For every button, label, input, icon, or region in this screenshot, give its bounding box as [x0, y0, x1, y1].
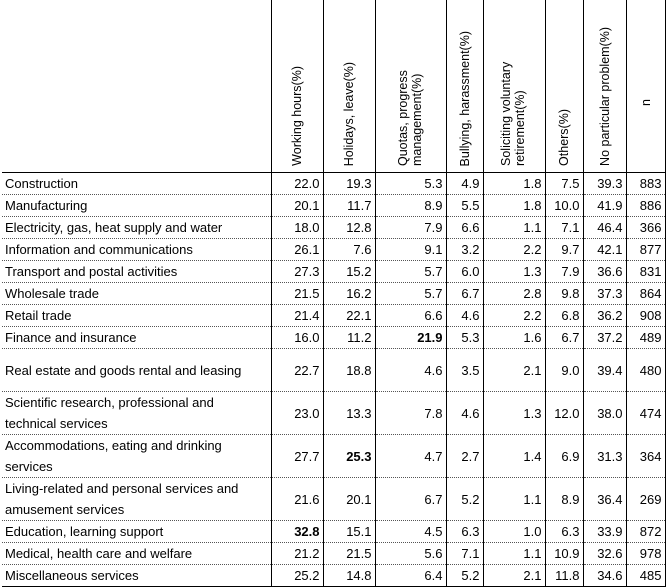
table-row — [2, 521, 665, 543]
industry-cell: Construction — [2, 173, 271, 195]
sample-size-cell: 864 — [626, 283, 665, 305]
percent-cell: 5.2 — [446, 478, 483, 521]
percent-cell: 3.2 — [446, 239, 483, 261]
percent-cell: 7.9 — [375, 217, 446, 239]
sample-size-cell: 485 — [626, 565, 665, 587]
industry-cell: Electricity, gas, heat supply and water — [2, 217, 271, 239]
percent-cell: 6.7 — [375, 478, 446, 521]
column-header-label: Quotas, progress management(%) — [395, 70, 424, 166]
percent-cell: 25.2 — [271, 565, 323, 587]
percent-cell: 26.1 — [271, 239, 323, 261]
percent-cell: 16.0 — [271, 327, 323, 349]
percent-cell: 2.1 — [483, 349, 545, 392]
percent-cell: 21.5 — [323, 543, 375, 565]
percent-cell: 2.7 — [446, 435, 483, 478]
column-header — [375, 0, 446, 173]
table-row — [2, 261, 665, 283]
percent-cell: 6.4 — [375, 565, 446, 587]
industry-cell: Real estate and goods rental and leasing — [2, 349, 271, 392]
percent-cell: 21.5 — [271, 283, 323, 305]
percent-cell: 6.7 — [545, 327, 583, 349]
percent-cell: 11.2 — [323, 327, 375, 349]
percent-cell: 6.7 — [446, 283, 483, 305]
sample-size-cell: 877 — [626, 239, 665, 261]
table-row — [2, 283, 665, 305]
percent-cell: 5.2 — [446, 565, 483, 587]
percent-cell: 4.6 — [446, 392, 483, 435]
percent-cell: 32.8 — [271, 521, 323, 543]
percent-cell: 21.6 — [271, 478, 323, 521]
percent-cell: 8.9 — [545, 478, 583, 521]
percent-cell: 20.1 — [271, 195, 323, 217]
percent-cell: 36.6 — [583, 261, 626, 283]
sample-size-cell: 489 — [626, 327, 665, 349]
percent-cell: 20.1 — [323, 478, 375, 521]
sample-size-cell: 269 — [626, 478, 665, 521]
column-header-label: Bullying, harassment(%) — [457, 30, 472, 166]
percent-cell: 14.8 — [323, 565, 375, 587]
percent-cell: 10.9 — [545, 543, 583, 565]
column-header-label: Others(%) — [557, 109, 571, 166]
percent-cell: 21.2 — [271, 543, 323, 565]
table-header — [2, 0, 665, 173]
percent-cell: 5.3 — [446, 327, 483, 349]
percent-cell: 16.2 — [323, 283, 375, 305]
table-row — [2, 195, 665, 217]
percent-cell: 7.6 — [323, 239, 375, 261]
percent-cell: 21.9 — [375, 327, 446, 349]
percent-cell: 42.1 — [583, 239, 626, 261]
percent-cell: 8.9 — [375, 195, 446, 217]
column-header — [271, 0, 323, 173]
industry-cell: Accommodations, eating and drinking services — [2, 435, 271, 478]
percent-cell: 9.0 — [545, 349, 583, 392]
percent-cell: 27.3 — [271, 261, 323, 283]
table-row — [2, 239, 665, 261]
table-row — [2, 435, 665, 478]
percent-cell: 18.0 — [271, 217, 323, 239]
percent-cell: 6.8 — [545, 305, 583, 327]
sample-size-cell: 872 — [626, 521, 665, 543]
percent-cell: 7.1 — [545, 217, 583, 239]
percent-cell: 34.6 — [583, 565, 626, 587]
percent-cell: 7.9 — [545, 261, 583, 283]
table-row — [2, 217, 665, 239]
percent-cell: 7.8 — [375, 392, 446, 435]
percent-cell: 15.1 — [323, 521, 375, 543]
percent-cell: 15.2 — [323, 261, 375, 283]
percent-cell: 36.4 — [583, 478, 626, 521]
percent-cell: 1.1 — [483, 217, 545, 239]
industry-cell: Finance and insurance — [2, 327, 271, 349]
percent-cell: 38.0 — [583, 392, 626, 435]
percent-cell: 21.4 — [271, 305, 323, 327]
column-header — [323, 0, 375, 173]
percent-cell: 4.9 — [446, 173, 483, 195]
table-row — [2, 543, 665, 565]
table-row — [2, 478, 665, 521]
percent-cell: 37.3 — [583, 283, 626, 305]
percent-cell: 4.6 — [375, 349, 446, 392]
column-header — [446, 0, 483, 173]
column-header — [626, 0, 665, 173]
percent-cell: 46.4 — [583, 217, 626, 239]
table-row — [2, 349, 665, 392]
percent-cell: 3.5 — [446, 349, 483, 392]
percent-cell: 2.1 — [483, 565, 545, 587]
percent-cell: 39.4 — [583, 349, 626, 392]
column-header — [583, 0, 626, 173]
percent-cell: 6.6 — [446, 217, 483, 239]
percent-cell: 1.8 — [483, 173, 545, 195]
percent-cell: 1.1 — [483, 543, 545, 565]
column-header — [483, 0, 545, 173]
percent-cell: 6.9 — [545, 435, 583, 478]
percent-cell: 37.2 — [583, 327, 626, 349]
percent-cell: 1.3 — [483, 392, 545, 435]
percent-cell: 32.6 — [583, 543, 626, 565]
percent-cell: 22.7 — [271, 349, 323, 392]
industry-problems-table — [2, 0, 666, 587]
industry-cell: Manufacturing — [2, 195, 271, 217]
percent-cell: 1.1 — [483, 478, 545, 521]
industry-cell: Wholesale trade — [2, 283, 271, 305]
corner-cell — [2, 0, 271, 173]
industry-cell: Medical, health care and welfare — [2, 543, 271, 565]
column-header-label: No particular problem(%) — [597, 27, 612, 166]
column-header — [545, 0, 583, 173]
percent-cell: 5.7 — [375, 283, 446, 305]
table-row — [2, 173, 665, 195]
percent-cell: 13.3 — [323, 392, 375, 435]
table-row — [2, 392, 665, 435]
percent-cell: 1.0 — [483, 521, 545, 543]
table-row — [2, 327, 665, 349]
industry-cell: Miscellaneous services — [2, 565, 271, 587]
percent-cell: 1.4 — [483, 435, 545, 478]
percent-cell: 36.2 — [583, 305, 626, 327]
percent-cell: 12.0 — [545, 392, 583, 435]
percent-cell: 5.5 — [446, 195, 483, 217]
sample-size-cell: 908 — [626, 305, 665, 327]
percent-cell: 1.6 — [483, 327, 545, 349]
industry-cell: Scientific research, professional and technical services — [2, 392, 271, 435]
percent-cell: 12.8 — [323, 217, 375, 239]
percent-cell: 2.2 — [483, 239, 545, 261]
table-row — [2, 565, 665, 587]
sample-size-cell: 978 — [626, 543, 665, 565]
percent-cell: 23.0 — [271, 392, 323, 435]
percent-cell: 11.8 — [545, 565, 583, 587]
percent-cell: 6.3 — [545, 521, 583, 543]
column-header-label: n — [638, 99, 653, 106]
percent-cell: 5.7 — [375, 261, 446, 283]
industry-cell: Living-related and personal services and amusement services — [2, 478, 271, 521]
percent-cell: 6.6 — [375, 305, 446, 327]
industry-cell: Transport and postal activities — [2, 261, 271, 283]
percent-cell: 2.8 — [483, 283, 545, 305]
percent-cell: 31.3 — [583, 435, 626, 478]
percent-cell: 33.9 — [583, 521, 626, 543]
column-header-label: Working hours(%) — [290, 66, 304, 166]
percent-cell: 9.7 — [545, 239, 583, 261]
column-header-label: Soliciting voluntary retirement(%) — [499, 61, 527, 166]
industry-cell: Education, learning support — [2, 521, 271, 543]
header-row — [2, 0, 665, 173]
percent-cell: 27.7 — [271, 435, 323, 478]
percent-cell: 4.7 — [375, 435, 446, 478]
percent-cell: 7.1 — [446, 543, 483, 565]
percent-cell: 22.0 — [271, 173, 323, 195]
percent-cell: 4.6 — [446, 305, 483, 327]
sample-size-cell: 886 — [626, 195, 665, 217]
percent-cell: 19.3 — [323, 173, 375, 195]
sample-size-cell: 831 — [626, 261, 665, 283]
percent-cell: 9.8 — [545, 283, 583, 305]
percent-cell: 6.0 — [446, 261, 483, 283]
percent-cell: 7.5 — [545, 173, 583, 195]
sample-size-cell: 474 — [626, 392, 665, 435]
percent-cell: 1.8 — [483, 195, 545, 217]
percent-cell: 10.0 — [545, 195, 583, 217]
percent-cell: 11.7 — [323, 195, 375, 217]
sample-size-cell: 364 — [626, 435, 665, 478]
industry-cell: Information and communications — [2, 239, 271, 261]
table-row — [2, 305, 665, 327]
percent-cell: 41.9 — [583, 195, 626, 217]
column-header-label: Holidays, leave(%) — [342, 61, 356, 166]
percent-cell: 1.3 — [483, 261, 545, 283]
percent-cell: 5.6 — [375, 543, 446, 565]
percent-cell: 22.1 — [323, 305, 375, 327]
percent-cell: 18.8 — [323, 349, 375, 392]
sample-size-cell: 480 — [626, 349, 665, 392]
table-body — [2, 173, 665, 587]
percent-cell: 2.2 — [483, 305, 545, 327]
sample-size-cell: 883 — [626, 173, 665, 195]
percent-cell: 5.3 — [375, 173, 446, 195]
percent-cell: 4.5 — [375, 521, 446, 543]
percent-cell: 9.1 — [375, 239, 446, 261]
industry-cell: Retail trade — [2, 305, 271, 327]
percent-cell: 39.3 — [583, 173, 626, 195]
percent-cell: 25.3 — [323, 435, 375, 478]
percent-cell: 6.3 — [446, 521, 483, 543]
sample-size-cell: 366 — [626, 217, 665, 239]
